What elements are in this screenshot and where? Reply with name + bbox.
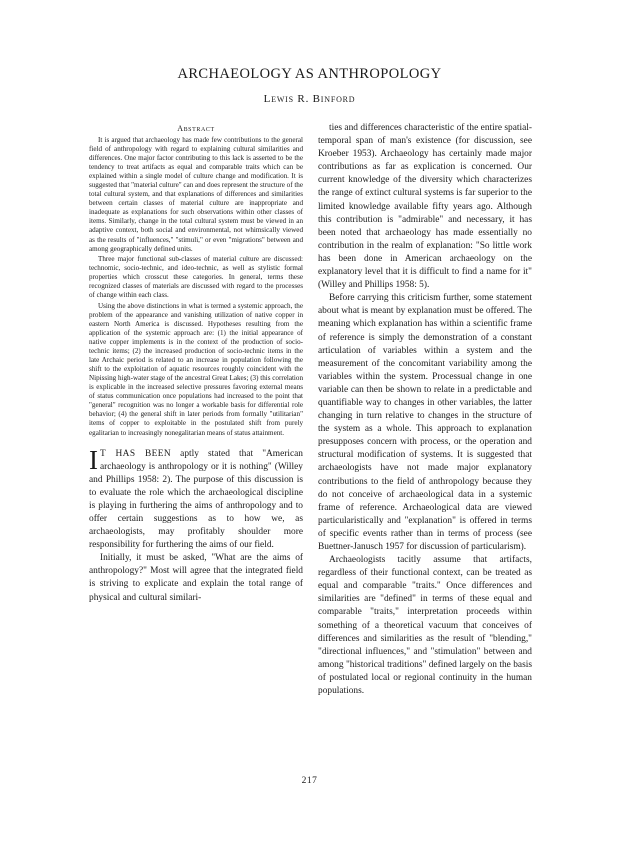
- body-paragraph: Archaeologists tacitly assume that artifacts, regardless of their functional context, can be treated as equal and comparable "traits." Once differences and similarities are "defined" in terms of these equal and comparable "traits," interpretation proceeds within something of a theoretical vacuum that conceives of differences and similarities as the result of "blending," "directional influences," and "stimulation" between and among "historical traditions" defined largely on the basis of postulated local or regional continuity in the human populations.: [318, 555, 532, 697]
- opening-paragraph: [89, 444, 303, 553]
- abstract-paragraph: Three major functional sub-classes of material culture are discussed: technomic, socio-technic, and ideo-technic, as well as stylistic formal properties which crosscut these categories. In general, terms these recognized classes of materials are discussed with regard to the processes of change within each class.: [89, 255, 303, 300]
- body-paragraph: Initially, it must be asked, "What are the aims of anthropology?" Most will agree that the integrated field is striving to explicate and explain the total range of physical and cultural similari-: [89, 553, 303, 603]
- abstract-paragraph: It is argued that archaeology has made few contributions to the general field of anthropology with regard to explaining cultural similarities and differences. One major factor contributing to this lack is asserted to be the tendency to treat artifacts as equal and comparable traits which can be explained within a single model of culture change and modification. It is suggested that "material culture" can and does represent the structure of the total cultural system, and that explanations of differences and similarities between certain classes of material culture are inappropriate and inadequate as explanations for such observations within other classes of items. Similarly, change in the total cultural system must be viewed in an adaptive context, both social and environmental, not whimsically viewed as the results of "influences," "stimuli," or even "migrations" between and among geographically defined units.: [89, 136, 303, 253]
- lead-text: aptly stated that "American archaeology is anthropology or it is nothing" (Willey and Phillips 1958: 2). The purpose of this discussion is to evaluate the role which the archaeological discipline is playing in furthering the aims of anthropology and to offer certain suggestions as to how we, as archaeologists, may profitably shoulder more responsibility for furthering the aims of our field.: [89, 448, 303, 551]
- article-title: ARCHAEOLOGY AS ANTHROPOLOGY: [177, 66, 442, 82]
- left-column: [89, 124, 303, 605]
- abstract-heading: Abstract: [177, 124, 215, 133]
- page-number: 217: [301, 776, 318, 786]
- right-column: [318, 122, 532, 698]
- lead-caps: T HAS BEEN: [100, 448, 172, 459]
- body-paragraph: Before carrying this criticism further, some statement about what is meant by explanation must be offered. The meaning which explanation has within a scientific frame of reference is simply the demonstration of a constant articulation of variables within a system and the measurement of the concomitant variability among the variables within the system. Processual change in one variable can then be shown to relate in a predictable and quantifiable way to changes in other variables, the latter changing in turn relative to changes in the structure of the system as a whole. This approach to explanation presupposes concern with process, or the operation and structural modification of systems. It is suggested that archaeologists have not made major explanatory contributions to the field of anthropology because they do not conceive of archaeological data in a systemic frame of reference. Archaeological data are viewed particularistically and "explanation" is offered in terms of specific events rather than in terms of process (see Buettner-Janusch 1957 for discussion of particularism).: [318, 293, 532, 552]
- drop-cap: I: [89, 444, 98, 475]
- article-author: Lewis R. Binford: [263, 93, 356, 105]
- body-text-left: [89, 444, 303, 605]
- body-paragraph: ties and differences characteristic of the entire spatial-temporal span of man's existence (for discussion, see Kroeber 1953). Archaeology has certainly made major contributions as far as explication is concerned. Our current knowledge of the diversity which characterizes the range of extinct cultural systems is far superior to the limited knowledge available fifty years ago. Although this contribution is "admirable" and necessary, it has been noted that archaeology has made essentially no contribution in the realm of explanation: "So little work has been done in American archaeology on the explanatory level that it is difficult to find a name for it" (Willey and Phillips 1958: 5).: [318, 123, 532, 291]
- abstract-paragraph: Using the above distinctions in what is termed a systemic approach, the problem of the appearance and vanishing utilization of native copper in eastern North America is discussed. Hypotheses resulting from the application of the systemic approach are: (1) the initial appearance of native copper implements is in the context of the production of socio-technic items; (2) the increased production of socio-technic items in the late Archaic period is related to an increase in population following the shift to the exploitation of aquatic resources roughly coincident with the Nipissing high-water stage of the ancestral Great Lakes; (3) this correlation is explicable in the increased selective pressures favoring external means of status communication once populations had increased to the point that "general" recognition was no longer a workable basis for differential role behavior; (4) the general shift in later periods from formally "utilitarian" items of copper to exploitable in the postulated shift from purely egalitarian to increasingly nonegalitarian means of status attainment.: [89, 301, 303, 437]
- abstract: [89, 124, 303, 438]
